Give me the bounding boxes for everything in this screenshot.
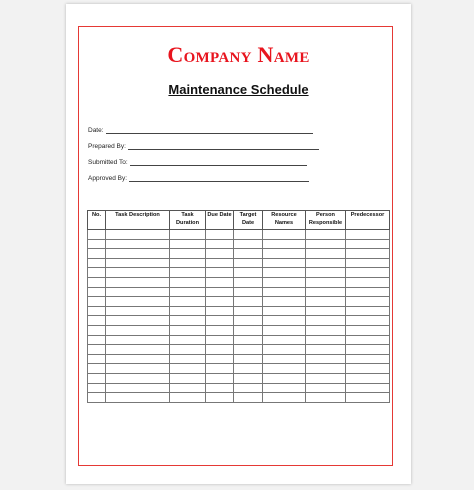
table-cell[interactable] bbox=[346, 249, 390, 259]
table-cell[interactable] bbox=[88, 345, 106, 355]
field-approved-by-line[interactable] bbox=[129, 174, 309, 182]
table-cell[interactable] bbox=[306, 364, 346, 374]
table-cell[interactable] bbox=[206, 393, 234, 403]
table-cell[interactable] bbox=[170, 297, 206, 307]
column-header-target-date: Target Date bbox=[234, 211, 263, 230]
table-cell[interactable] bbox=[263, 230, 306, 240]
field-prepared-by-line[interactable] bbox=[128, 142, 319, 150]
field-date-line[interactable] bbox=[106, 126, 313, 134]
table-row bbox=[88, 383, 390, 393]
table-cell[interactable] bbox=[346, 239, 390, 249]
column-header-no: No. bbox=[88, 211, 106, 230]
document-title bbox=[66, 82, 411, 97]
table-cell[interactable] bbox=[206, 325, 234, 335]
table-cell[interactable] bbox=[234, 249, 263, 259]
column-header-due-date: Due Date bbox=[206, 211, 234, 230]
table-cell[interactable] bbox=[106, 297, 170, 307]
table-cell[interactable] bbox=[106, 277, 170, 287]
field-date[interactable] bbox=[88, 124, 313, 134]
column-header-resource-names: Resource Names bbox=[263, 211, 306, 230]
table-cell[interactable] bbox=[346, 325, 390, 335]
document-title-text: Maintenance Schedule bbox=[168, 82, 309, 97]
company-name: Company Name bbox=[167, 42, 310, 67]
field-prepared-by-label: Prepared By: bbox=[88, 143, 126, 150]
table-cell[interactable] bbox=[346, 345, 390, 355]
table-cell[interactable] bbox=[234, 316, 263, 326]
table-cell[interactable] bbox=[206, 277, 234, 287]
table-row bbox=[88, 239, 390, 249]
table-header-row bbox=[88, 211, 390, 230]
table-cell[interactable] bbox=[346, 287, 390, 297]
table-cell[interactable] bbox=[88, 249, 106, 259]
table-cell[interactable] bbox=[263, 364, 306, 374]
table-cell[interactable] bbox=[206, 230, 234, 240]
maintenance-schedule-table bbox=[87, 210, 390, 403]
table-cell[interactable] bbox=[106, 258, 170, 268]
table-cell[interactable] bbox=[106, 230, 170, 240]
table-cell[interactable] bbox=[106, 364, 170, 374]
table-cell[interactable] bbox=[170, 345, 206, 355]
table-cell[interactable] bbox=[306, 268, 346, 278]
table-cell[interactable] bbox=[234, 239, 263, 249]
table-cell[interactable] bbox=[263, 373, 306, 383]
table-cell[interactable] bbox=[234, 364, 263, 374]
table-cell[interactable] bbox=[306, 249, 346, 259]
column-header-task-description: Task Description bbox=[106, 211, 170, 230]
field-date-label: Date: bbox=[88, 127, 104, 134]
table-cell[interactable] bbox=[234, 393, 263, 403]
field-approved-by[interactable] bbox=[88, 172, 309, 182]
table-cell[interactable] bbox=[306, 297, 346, 307]
table-row bbox=[88, 277, 390, 287]
table-cell[interactable] bbox=[234, 258, 263, 268]
table-cell[interactable] bbox=[170, 373, 206, 383]
table-row bbox=[88, 258, 390, 268]
table-cell[interactable] bbox=[206, 287, 234, 297]
table-cell[interactable] bbox=[346, 230, 390, 240]
table-cell[interactable] bbox=[88, 316, 106, 326]
table-cell[interactable] bbox=[234, 297, 263, 307]
table-cell[interactable] bbox=[346, 258, 390, 268]
table-cell[interactable] bbox=[170, 268, 206, 278]
table-cell[interactable] bbox=[234, 230, 263, 240]
table-cell[interactable] bbox=[170, 287, 206, 297]
table-cell[interactable] bbox=[206, 383, 234, 393]
table-cell[interactable] bbox=[346, 354, 390, 364]
table-cell[interactable] bbox=[263, 287, 306, 297]
table-cell[interactable] bbox=[346, 335, 390, 345]
table-cell[interactable] bbox=[206, 335, 234, 345]
table-cell[interactable] bbox=[170, 239, 206, 249]
table-cell[interactable] bbox=[88, 277, 106, 287]
table-cell[interactable] bbox=[263, 354, 306, 364]
table-cell[interactable] bbox=[106, 345, 170, 355]
table-cell[interactable] bbox=[106, 335, 170, 345]
field-submitted-to-line[interactable] bbox=[130, 158, 307, 166]
table-cell[interactable] bbox=[234, 306, 263, 316]
table-cell[interactable] bbox=[346, 373, 390, 383]
table-cell[interactable] bbox=[263, 325, 306, 335]
table-cell[interactable] bbox=[306, 393, 346, 403]
table-row bbox=[88, 287, 390, 297]
table-cell[interactable] bbox=[206, 316, 234, 326]
table-cell[interactable] bbox=[170, 325, 206, 335]
table-cell[interactable] bbox=[346, 268, 390, 278]
table-row bbox=[88, 345, 390, 355]
table-cell[interactable] bbox=[88, 287, 106, 297]
table-cell[interactable] bbox=[234, 383, 263, 393]
table-row bbox=[88, 316, 390, 326]
table-cell[interactable] bbox=[170, 277, 206, 287]
table-cell[interactable] bbox=[346, 277, 390, 287]
table-cell[interactable] bbox=[263, 345, 306, 355]
table-cell[interactable] bbox=[170, 230, 206, 240]
table-cell[interactable] bbox=[170, 354, 206, 364]
table-cell[interactable] bbox=[206, 345, 234, 355]
table-cell[interactable] bbox=[106, 316, 170, 326]
table-row bbox=[88, 306, 390, 316]
table-cell[interactable] bbox=[170, 335, 206, 345]
table-row bbox=[88, 373, 390, 383]
table-cell[interactable] bbox=[88, 239, 106, 249]
table-cell[interactable] bbox=[206, 373, 234, 383]
table-cell[interactable] bbox=[88, 297, 106, 307]
table-cell[interactable] bbox=[170, 249, 206, 259]
table-cell[interactable] bbox=[106, 268, 170, 278]
table-cell[interactable] bbox=[234, 325, 263, 335]
table-cell[interactable] bbox=[306, 354, 346, 364]
table-cell[interactable] bbox=[263, 249, 306, 259]
table-cell[interactable] bbox=[306, 316, 346, 326]
table-cell[interactable] bbox=[170, 306, 206, 316]
table-cell[interactable] bbox=[106, 249, 170, 259]
table-cell[interactable] bbox=[106, 306, 170, 316]
table-body bbox=[88, 230, 390, 403]
table-cell[interactable] bbox=[263, 335, 306, 345]
table-row bbox=[88, 335, 390, 345]
table-cell[interactable] bbox=[234, 373, 263, 383]
table-cell[interactable] bbox=[234, 335, 263, 345]
table-cell[interactable] bbox=[263, 306, 306, 316]
table-cell[interactable] bbox=[346, 297, 390, 307]
table-cell[interactable] bbox=[206, 239, 234, 249]
table-cell[interactable] bbox=[263, 239, 306, 249]
table-cell[interactable] bbox=[346, 393, 390, 403]
table-cell[interactable] bbox=[106, 239, 170, 249]
field-submitted-to-label: Submitted To: bbox=[88, 159, 128, 166]
table-cell[interactable] bbox=[306, 230, 346, 240]
table-cell[interactable] bbox=[88, 325, 106, 335]
field-prepared-by[interactable] bbox=[88, 140, 319, 150]
table-cell[interactable] bbox=[234, 354, 263, 364]
table-row bbox=[88, 268, 390, 278]
table-cell[interactable] bbox=[263, 277, 306, 287]
table-row bbox=[88, 230, 390, 240]
column-header-task-duration: Task Duration bbox=[170, 211, 206, 230]
table-cell[interactable] bbox=[88, 258, 106, 268]
table-cell[interactable] bbox=[88, 268, 106, 278]
table-cell[interactable] bbox=[170, 258, 206, 268]
table-cell[interactable] bbox=[88, 373, 106, 383]
table-cell[interactable] bbox=[306, 345, 346, 355]
field-approved-by-label: Approved By: bbox=[88, 175, 128, 182]
table-cell[interactable] bbox=[263, 297, 306, 307]
table-cell[interactable] bbox=[263, 393, 306, 403]
table-cell[interactable] bbox=[170, 393, 206, 403]
table-cell[interactable] bbox=[206, 249, 234, 259]
table-cell[interactable] bbox=[346, 306, 390, 316]
table-row bbox=[88, 364, 390, 374]
table-cell[interactable] bbox=[306, 306, 346, 316]
table-cell[interactable] bbox=[306, 258, 346, 268]
table-cell[interactable] bbox=[306, 383, 346, 393]
table-cell[interactable] bbox=[170, 364, 206, 374]
table-cell[interactable] bbox=[88, 335, 106, 345]
table-cell[interactable] bbox=[346, 316, 390, 326]
field-submitted-to[interactable] bbox=[88, 156, 307, 166]
table-cell[interactable] bbox=[206, 306, 234, 316]
table-cell[interactable] bbox=[106, 373, 170, 383]
table-cell[interactable] bbox=[106, 383, 170, 393]
table-cell[interactable] bbox=[206, 268, 234, 278]
table-cell[interactable] bbox=[234, 277, 263, 287]
table-cell[interactable] bbox=[234, 287, 263, 297]
table-cell[interactable] bbox=[88, 393, 106, 403]
table-row bbox=[88, 354, 390, 364]
table-cell[interactable] bbox=[234, 268, 263, 278]
table-cell[interactable] bbox=[88, 383, 106, 393]
table-cell[interactable] bbox=[346, 383, 390, 393]
document-page bbox=[66, 4, 411, 484]
table-cell[interactable] bbox=[106, 393, 170, 403]
table-cell[interactable] bbox=[306, 335, 346, 345]
table-cell[interactable] bbox=[263, 268, 306, 278]
table-cell[interactable] bbox=[234, 345, 263, 355]
table-cell[interactable] bbox=[346, 364, 390, 374]
table-cell[interactable] bbox=[306, 373, 346, 383]
table-cell[interactable] bbox=[88, 306, 106, 316]
table-cell[interactable] bbox=[106, 287, 170, 297]
table-row bbox=[88, 325, 390, 335]
table-row bbox=[88, 297, 390, 307]
table-cell[interactable] bbox=[88, 364, 106, 374]
table-cell[interactable] bbox=[88, 354, 106, 364]
table-cell[interactable] bbox=[306, 325, 346, 335]
column-header-person-responsible: Person Responsible bbox=[306, 211, 346, 230]
table-cell[interactable] bbox=[306, 287, 346, 297]
table-cell[interactable] bbox=[106, 325, 170, 335]
table-cell[interactable] bbox=[88, 230, 106, 240]
table-cell[interactable] bbox=[306, 239, 346, 249]
table-cell[interactable] bbox=[170, 383, 206, 393]
table-row bbox=[88, 393, 390, 403]
table-cell[interactable] bbox=[206, 354, 234, 364]
column-header-predecessor: Predecessor bbox=[346, 211, 390, 230]
table-cell[interactable] bbox=[206, 258, 234, 268]
maintenance-schedule-table-wrapper bbox=[87, 210, 389, 403]
table-cell[interactable] bbox=[263, 383, 306, 393]
table-cell[interactable] bbox=[306, 277, 346, 287]
table-cell[interactable] bbox=[170, 316, 206, 326]
table-cell[interactable] bbox=[206, 364, 234, 374]
table-cell[interactable] bbox=[263, 258, 306, 268]
table-cell[interactable] bbox=[206, 297, 234, 307]
table-cell[interactable] bbox=[263, 316, 306, 326]
table-cell[interactable] bbox=[106, 354, 170, 364]
table-row bbox=[88, 249, 390, 259]
